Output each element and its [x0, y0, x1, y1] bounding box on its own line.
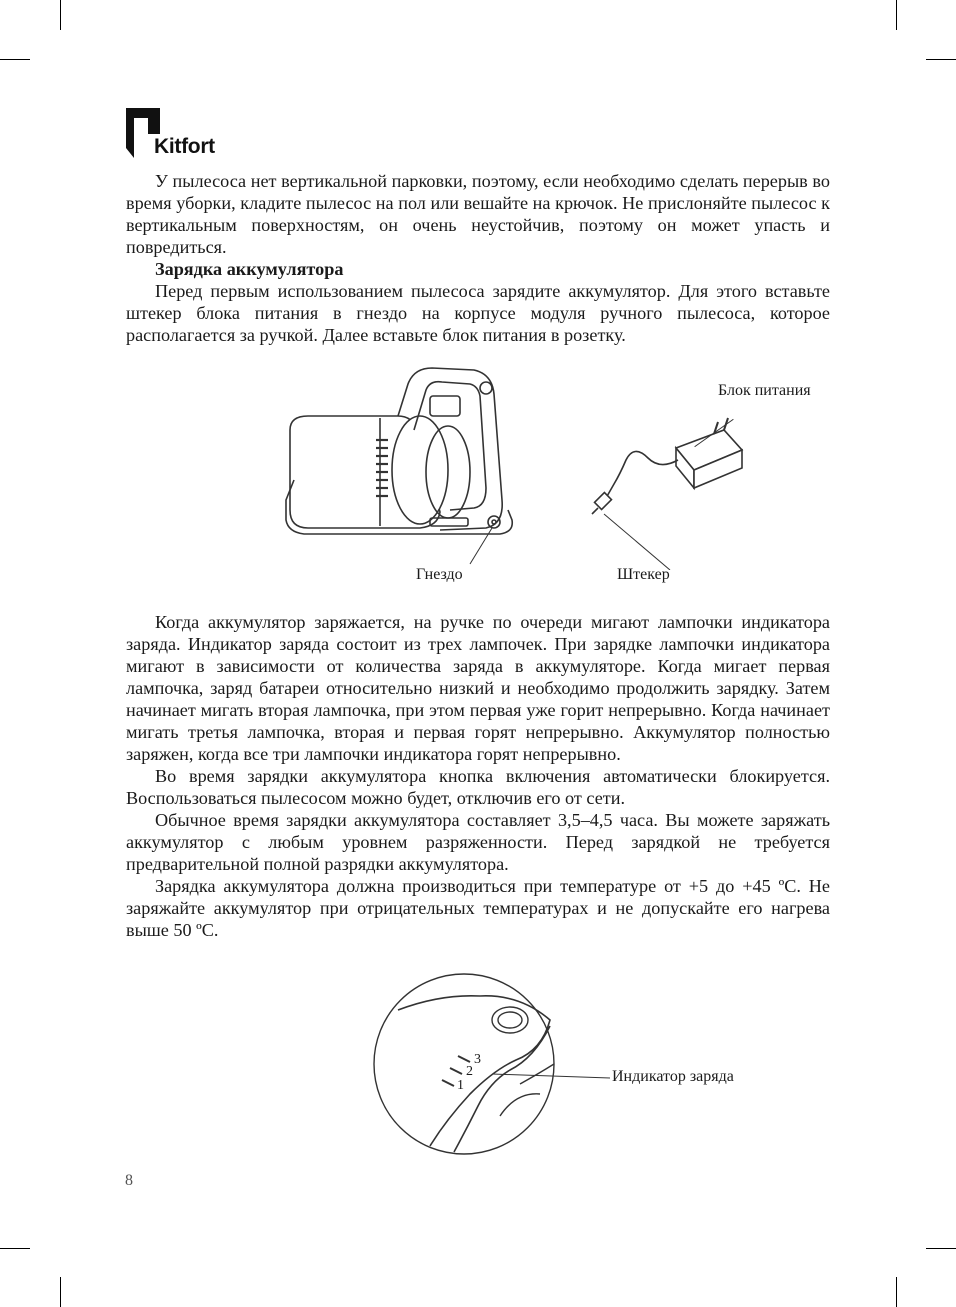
- paragraph-time: Обычное время зарядки аккумулятора составляет 3,5–4,5 часа. Вы можете заряжать аккумулятор с любым уровнем разряженности. Перед зарядкой не требуется предварительной полной разрядки аккумулятора.: [126, 810, 830, 874]
- crop-mark: [926, 1248, 956, 1249]
- page-number: 8: [125, 1172, 133, 1189]
- crop-mark: [60, 0, 61, 30]
- section-heading: Зарядка аккумулятора: [155, 259, 344, 279]
- paragraph-temperature: Зарядка аккумулятора должна производиться при температуре от +5 до +45 ºС. Не заряжайте аккумулятор при отрицательных температурах и не допускайте его нагрева выше 50 ºС.: [126, 876, 830, 940]
- power-supply-illustration: [590, 400, 760, 570]
- crop-mark: [896, 1277, 897, 1307]
- paragraph-lock: Во время зарядки аккумулятора кнопка включения автоматически блокируется. Воспользоваться пылесосом можно будет, отключив его от сети.: [126, 766, 830, 808]
- charging-instructions: Перед первым использованием пылесоса зарядите аккумулятор. Для этого вставьте штекер блока питания в гнездо на корпусе модуля ручного пылесоса, которое располагается за ручкой. Далее вставьте блок питания в розетку.: [126, 281, 830, 345]
- vacuum-socket-illustration: [280, 360, 530, 565]
- crop-mark: [896, 0, 897, 30]
- socket-label: Гнездо: [416, 566, 463, 583]
- charge-indicator-label: Индикатор заряда: [612, 1068, 734, 1085]
- crop-mark: [926, 59, 956, 60]
- lamp-number-1: 1: [457, 1078, 464, 1093]
- plug-label: Штекер: [617, 566, 670, 583]
- crop-mark: [0, 1248, 30, 1249]
- crop-mark: [60, 1277, 61, 1307]
- lamp-number-3: 3: [474, 1052, 481, 1067]
- brand-name: Kitfort: [154, 135, 215, 158]
- charge-indicator-illustration: [370, 970, 610, 1160]
- intro-text: [126, 170, 830, 346]
- paragraph-indicator: Когда аккумулятор заряжается, на ручке по очереди мигают лампочки индикатора заряда. Индикатор заряда состоит из трех лампочек. При зарядке лампочки индикатора мигают в зависимости от количества заряда в аккумуляторе. Когда мигает первая лампочка, заряд батареи относительно низкий и необходимо продолжить зарядку. Затем начинает мигать вторая лампочка, при этом первая уже горит непрерывно. Когда начинает мигать третья лампочка, вторая и первая горят непрерывно. Аккумулятор полностью заряжен, когда все три лампочки индикатора горят непрерывно.: [126, 612, 830, 764]
- charging-description: [126, 611, 830, 941]
- lamp-number-2: 2: [466, 1064, 473, 1079]
- power-unit-label: Блок питания: [718, 382, 811, 399]
- intro-paragraph: У пылесоса нет вертикальной парковки, поэтому, если необходимо сделать перерыв во время уборки, кладите пылесос на пол или вешайте на крючок. Не прислоняйте пылесос к вертикальным поверхностям, он очень неустойчив, поэтому он может упасть и повредиться.: [126, 171, 830, 257]
- crop-mark: [0, 59, 30, 60]
